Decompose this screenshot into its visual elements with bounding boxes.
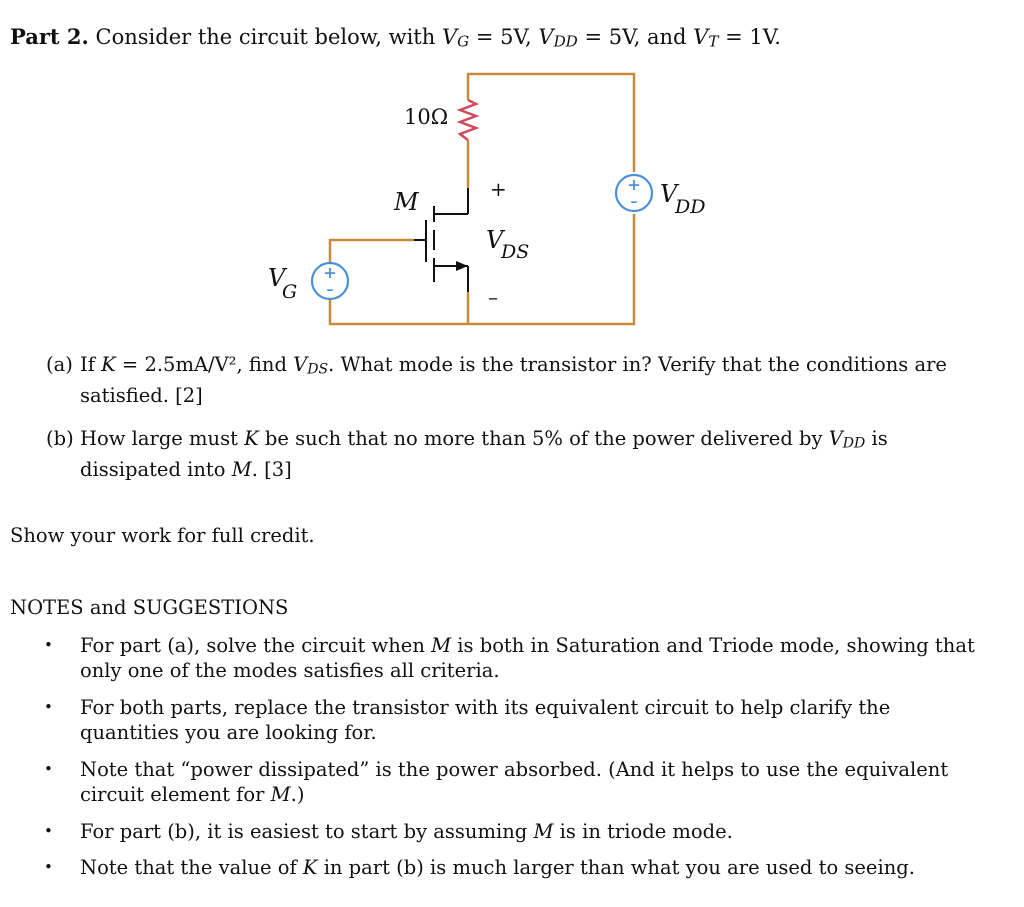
vt-value: = 1V.	[725, 25, 781, 49]
qa-text-1: If	[80, 353, 95, 376]
qb-text-1: How large must	[80, 427, 238, 450]
title-intro: Consider the circuit below, with	[95, 25, 436, 49]
notes-list	[0, 633, 990, 880]
qa-vds: V	[293, 353, 308, 376]
mosfet-arrow	[456, 261, 468, 271]
note-emphasis: M	[533, 820, 554, 843]
list-item	[0, 757, 990, 807]
qb-vdd-sub: DD	[842, 435, 866, 452]
note-emphasis: K	[302, 856, 318, 879]
bullet-icon: •	[44, 698, 53, 716]
list-item	[0, 695, 990, 745]
vg-symbol: V	[441, 25, 458, 49]
vg-label-subscript: G	[282, 281, 298, 303]
qa-vds-sub: DS	[307, 361, 329, 378]
qb-k: K	[244, 427, 259, 450]
qa-text-3: . What mode is the transistor in? Verify that the conditions are	[328, 353, 947, 376]
vds-symbol: V	[486, 226, 504, 254]
vg-source-plus: +	[323, 263, 337, 282]
vdd-value: = 5V, and	[584, 25, 687, 49]
bullet-icon: •	[44, 636, 53, 654]
qa-text-4: satisfied. [2]	[80, 383, 203, 407]
note-text: .)	[290, 783, 305, 806]
qb-m: M	[231, 457, 252, 481]
circuit-diagram	[0, 0, 1024, 340]
qa-k: K	[101, 353, 116, 376]
vdd-label-symbol: V	[660, 180, 678, 208]
vg-subscript: G	[457, 32, 470, 51]
vds-minus-label: –	[488, 285, 498, 309]
question-a	[46, 352, 966, 408]
wire-right-bottom	[330, 214, 634, 324]
note-emphasis: M	[270, 783, 291, 806]
bullet-icon: •	[44, 760, 53, 778]
vds-subscript: DS	[501, 241, 530, 263]
question-a-tag: (a)	[46, 353, 73, 376]
show-work-note: Show your work for full credit.	[10, 524, 315, 547]
note-text: For both parts, replace the transistor with its equivalent circuit to help clarify the quantities you are looking for.	[80, 696, 891, 744]
vg-value: = 5V,	[475, 25, 532, 49]
qb-line-2	[46, 457, 946, 482]
mosfet-symbol	[414, 188, 468, 292]
note-text: Note that “power dissipated” is the power absorbed. (And it helps to use the equivalent circuit element for	[80, 758, 949, 806]
qb-vdd: V	[828, 427, 843, 450]
bullet-icon: •	[44, 858, 53, 876]
vdd-symbol: V	[538, 25, 554, 49]
note-text: For part (b), it is easiest to start by assuming	[80, 820, 528, 843]
note-text: For part (a), solve the circuit when	[80, 634, 425, 657]
part-label: Part 2.	[10, 24, 89, 49]
note-text: is both in Saturation and Triode mode, showing that only one of the modes satisfies all criteria.	[80, 634, 975, 682]
qb-text-3: is	[871, 427, 888, 450]
vg-source-minus: –	[326, 282, 334, 298]
vds-plus-label: +	[490, 177, 507, 201]
question-b-tag: (b)	[46, 427, 74, 450]
resistor-label: 10Ω	[404, 105, 449, 129]
note-text: is in triode mode.	[559, 820, 733, 843]
vdd-subscript: DD	[553, 32, 578, 51]
note-text: Note that the value of	[80, 856, 297, 879]
list-item	[0, 819, 990, 844]
qb-text-5: . [3]	[251, 457, 292, 481]
vdd-source-plus: +	[627, 175, 641, 194]
circuit-wires	[330, 74, 634, 324]
qa-text-2: = 2.5mA/V², find	[121, 353, 287, 376]
note-emphasis: M	[431, 634, 452, 657]
list-item	[0, 855, 990, 880]
vdd-label-subscript: DD	[675, 196, 706, 218]
wire-gate	[330, 240, 414, 262]
qb-text-2: be such that no more than 5% of the power delivered by	[264, 427, 823, 450]
wire-top	[468, 74, 634, 172]
transistor-label: M	[394, 188, 419, 216]
bullet-icon: •	[44, 822, 53, 840]
qb-text-4: dissipated into	[80, 457, 226, 481]
vt-subscript: T	[708, 32, 719, 51]
vdd-source-minus: –	[630, 194, 638, 210]
note-text: in part (b) is much larger than what you are used to seeing.	[323, 856, 915, 879]
vt-symbol: V	[693, 25, 709, 49]
question-b	[46, 426, 946, 482]
vg-label-symbol: V	[268, 264, 286, 292]
list-item	[0, 633, 990, 683]
notes-title: NOTES and SUGGESTIONS	[10, 596, 289, 619]
resistor-zigzag	[460, 100, 476, 140]
